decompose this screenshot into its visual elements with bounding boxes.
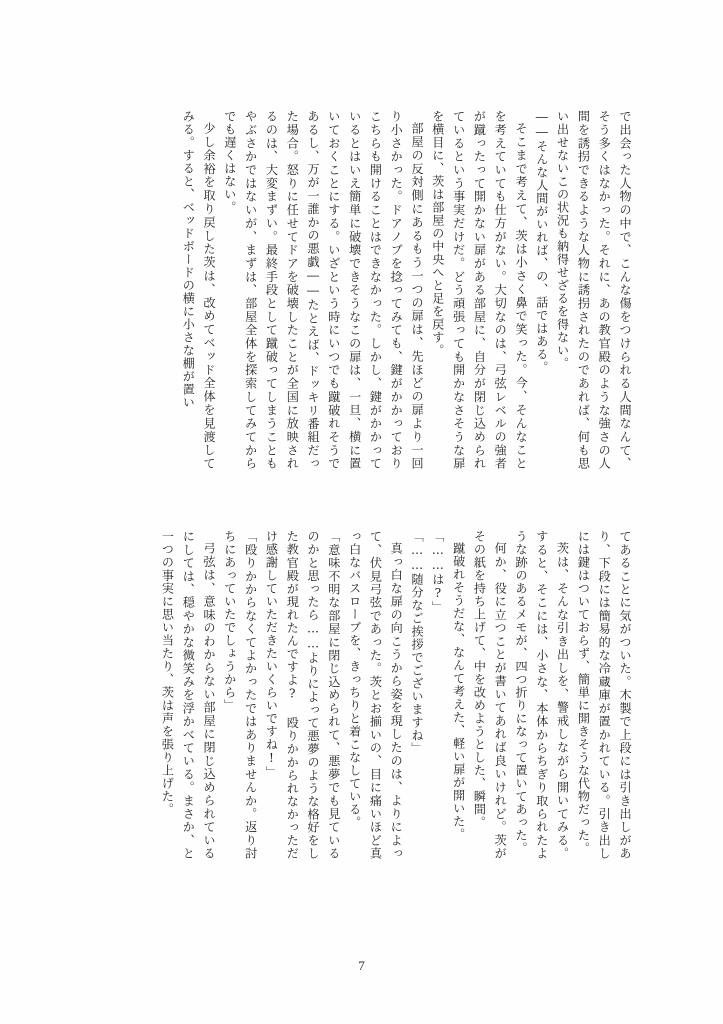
paragraph: で出会った人物の中で、こんな傷をつけられる人間なんて、そう多くはなかった。それに、あの教官殿のような強さの人間を誘拐できるような人物に誘拐されたのであれば、何も思い出せないこの状況も納得せざるを得ない。 (555, 110, 632, 470)
dialogue-line: 「殴りかからなくてよかったではありませんか。返り討ちにあっていたでしょうから」 (222, 530, 258, 860)
paragraph: 真っ白な扉の向こうから姿を現したのは、よりによって、伏見弓弦であった。茨とお揃いの、目に痛いほど真っ白なバスローブを、きっちりと着こなしている。 (347, 530, 404, 860)
paragraph: 何か、役に立つことが書いてあれば良いけれど。茨がその紙を持ち上げて、中を改めようとした、瞬間。 (472, 530, 508, 860)
paragraph: 弓弦は、意味のわからない部屋に閉じ込められているにしては、穏やかな微笑みを浮かべている。まさか、と一つの事実に思い当たり、茨は声を張り上げた。 (160, 530, 217, 860)
paragraph: 部屋の反対側にあるもう一つの扉は、先ほどの扉より一回り小さかった。ドアノブを捻ってみても、鍵がかかっておりこちらも開けることはできなかった。しかし、鍵がかかっているとはいえ簡単に破壊できそうなこの扉は、一旦、横に置いておくことにする。いざという時にいつでも蹴破れそうであるし、万が一誰かの悪戯――たとえば、ドッキリ番組だった場合。怒りに任せてドアを破壊したことが全国に放映されるのは、大変まずい。最終手段として蹴破ってしまうこともやぶさかではないが、まずは、部屋全体を探索してみてからでも遅くはない。 (222, 110, 425, 470)
dialogue-line: 「意味不明な部屋に閉じ込められて、悪夢でも見ているのかと思ったら……よりによって悪夢のような格好をした教官殿が現れたんですよ? 殴りかかられなかっただけ感謝していただきたいくらいですね!」 (264, 530, 341, 860)
paragraph: 少し余裕を取り戻した茨は、改めてベッド全体を見渡してみる。すると、ベッドボードの横に小さな棚が置い (181, 110, 217, 470)
text-block-lower (90, 530, 635, 860)
paragraph: そこまで考えて、茨は小さく鼻で笑った。今、そんなことを考えていても仕方がない。大切なのは、弓弦レベルの強者が蹴ったって開かない扉がある部屋に、自分が閉じ込められているという事実だけだ。どう頑張っても開かなさそうな扉を横目に、茨は部屋の中央へと足を戻す。 (430, 110, 529, 470)
text-block-upper (90, 110, 635, 470)
paragraph: 蹴破れそうだな、なんて考えた、軽い扉が開いた。 (451, 542, 466, 842)
paragraph: ――そんな人間がいれば、の、話ではある。 (534, 110, 549, 374)
dialogue-line: 「……は?」 (430, 530, 445, 614)
dialogue-line: 「……随分なご挨拶でございますね」 (410, 530, 425, 755)
paragraph: 茨は、そんな引き出しを、警戒しながら開いてみる。すると、そこには、小さな、本体からちぎり取られたような跡のあるメモが、四つ折りになって置いてあった。 (514, 530, 570, 860)
paragraph: てあることに気がついた。木製で上段には引き出しがあり、下段には簡易的な冷蔵庫が置かれている。引き出しには鍵はついておらず、簡単に開きそうな代物だった。 (576, 530, 632, 860)
page-number: 7 (358, 958, 365, 973)
